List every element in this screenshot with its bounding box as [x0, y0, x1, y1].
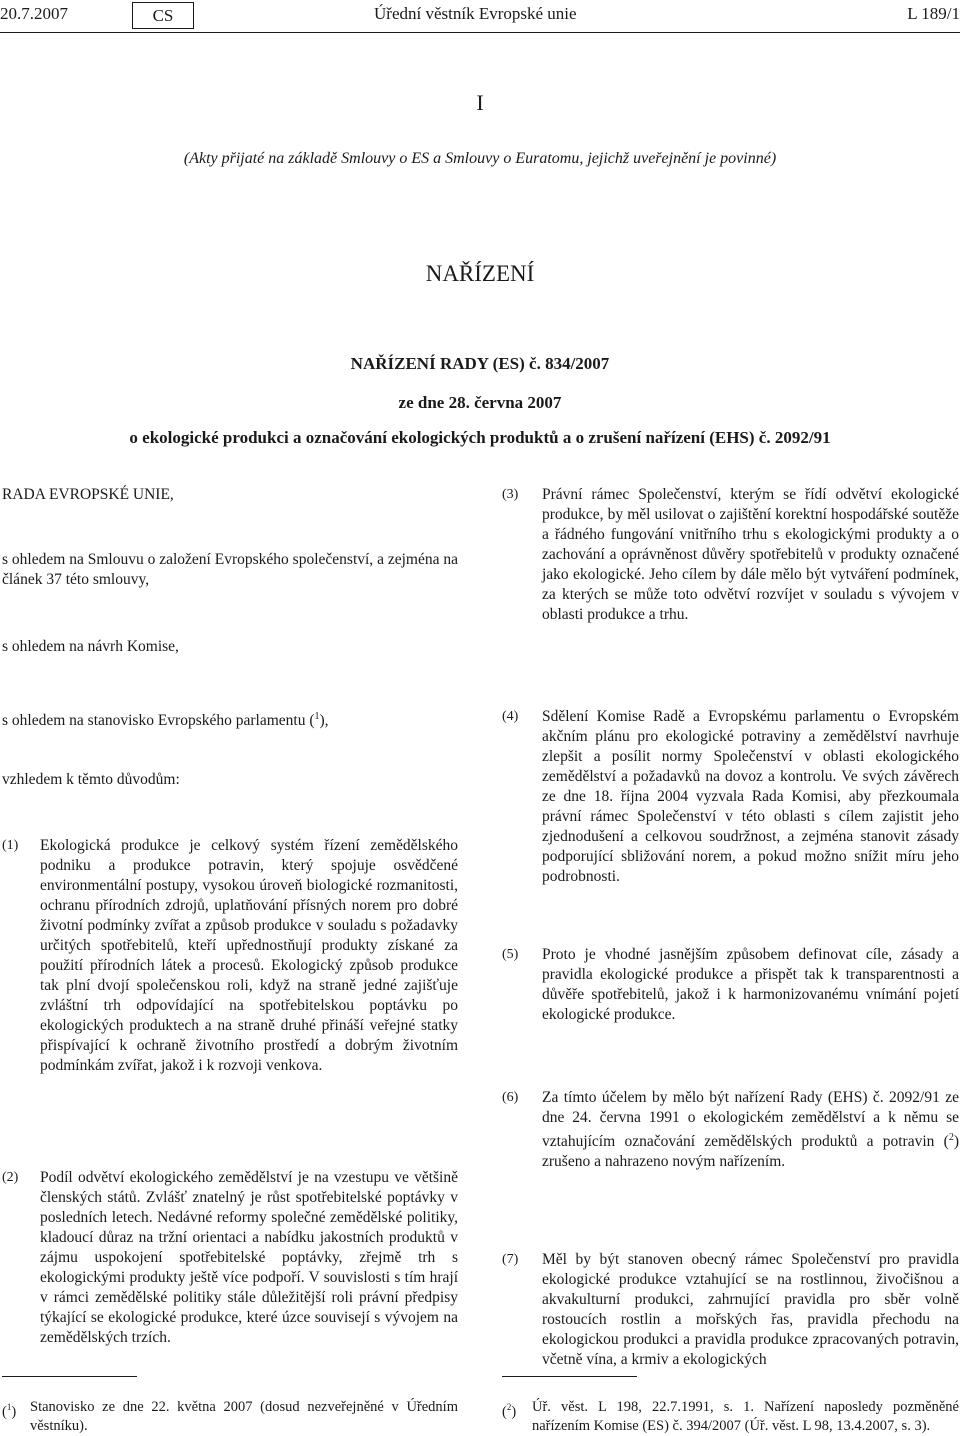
citation-opinion-end: ), — [319, 712, 329, 730]
council-heading: RADA EVROPSKÉ UNIE, — [2, 486, 174, 503]
recital-text: Měl by být stanoven obecný rámec Společenství pro pravidla ekologické produkce vztahující se na rostlinnou, živočišnou a akvakulturní produkci, zahrnující pravidla pro sběr volně rostoucích rostlin a mořských řas, pravidla přechodu na ekologickou produkci a pravidla produkce zpracovaných potravin, včetně vína, a krmiv a ekologických — [542, 1251, 959, 1368]
whereas-heading: vzhledem k těmto důvodům: — [2, 771, 180, 788]
part-number: I — [476, 90, 484, 115]
recital-text: Sdělení Komise Radě a Evropskému parlamentu o Evropském akčním plánu pro ekologické potraviny a zemědělství navrhuje zlepšit a posílit normy Společenství v oblasti ekologického zemědělství a požadavků na dovoz a kontrolu. Ve svých závěrech ze dne 18. října 2004 vyzvala Rada Komisi, aby přezkoumala právní rámec Společenství v této oblasti s cílem zajistit jeho zjednodušení a celkovou soudržnost, a zejména stanovit zásady podporující sbližování norem, a pokud možno snížit míru jeho podrobnosti. — [542, 708, 959, 885]
recital-text: Proto je vhodné jasnějším způsobem definovat cíle, zásady a pravidla ekologické produkce a přispět tak k transparentnosti a důvěře spotřebitelů, jakož i k harmonizovanému vnímání pojetí ekologické produkce. — [542, 946, 959, 1023]
publication-date: 20.7.2007 — [0, 4, 68, 23]
recital-number: (2) — [2, 1170, 19, 1185]
recital-number: (4) — [502, 709, 519, 724]
footnote-ref-1[interactable]: 1 — [314, 711, 320, 722]
footnote-number: ($^2$) — [502, 1402, 517, 1420]
regulation-date: ze dne 28. června 2007 — [398, 393, 562, 412]
footnote-rule — [502, 1376, 637, 1377]
document-type: NAŘÍZENÍ — [425, 261, 535, 286]
citation-opinion — [2, 707, 458, 731]
recital-text: Ekologická produkce je celkový systém řízení zemědělského podniku a produkce potravin, který spojuje osvědčené environmentální postupy, vysokou úroveň biologické rozmanitosti, ochranu přírodních zdrojů, uplatňování přísných norem pro dobré životní podmínky zvířat a způsob produkce v souladu s požadavky určitých spotřebitelů, kteří upřednostňují produkty získané za použití přírodních látek a procesů. Ekologický způsob produkce tak plní dvojí společenskou roli, když na straně jedné zajišťuje zvláštní trh odpovídající na spotřebitelskou poptávku po ekologických produktech a na straně druhé přináší veřejné statky přispívající k ochraně životního prostředí a dobrým životním podmínkám zvířat, jakož i k rozvoji venkova. — [40, 837, 458, 1074]
recital-number: (5) — [502, 947, 519, 962]
citation-proposal: s ohledem na návrh Komise, — [2, 638, 179, 655]
citation-treaty: s ohledem na Smlouvu o založení Evropského společenství, a zejména na článek 37 této smlouvy, — [2, 551, 458, 588]
regulation-subject: o ekologické produkci a označování ekologických produktů a o zrušení nařízení (EHS) č. 2092/91 — [129, 428, 831, 447]
journal-header — [0, 4, 960, 28]
footnote-number-value: 1 — [6, 1402, 12, 1412]
footnote-text: Stanovisko ze dne 22. května 2007 (dosud nezveřejněné v Úředním věstníku). — [30, 1399, 458, 1434]
recital-number: (7) — [502, 1252, 519, 1267]
recital-text-part: Za tímto účelem by mělo být nařízení Rady (EHS) č. 2092/91 ze dne 24. června 1991 o ekologickém zemědělství a k němu se vztahujícím označování zemědělských produktů a potravin ( — [542, 1089, 959, 1151]
recital-number: (6) — [502, 1090, 519, 1105]
footnote-text: Úř. věst. L 198, 22.7.1991, s. 1. Nařízení naposledy pozměněné nařízením Komise (ES) č. 394/2007 (Úř. věst. L 98, 13.4.2007, s. 3). — [532, 1399, 959, 1434]
header-rule — [0, 32, 960, 33]
footnote-rule — [2, 1376, 137, 1377]
footnote-ref-2[interactable]: 2 — [948, 1132, 954, 1143]
regulation-number: NAŘÍZENÍ RADY (ES) č. 834/2007 — [350, 354, 610, 373]
language-badge: CS — [132, 2, 194, 29]
recital-number: (3) — [502, 487, 519, 502]
recital-number: (1) — [2, 838, 19, 853]
citation-opinion-text: s ohledem na stanovisko Evropského parlamentu ( — [2, 712, 315, 730]
recital-text — [542, 1088, 959, 1172]
recital-text: Právní rámec Společenství, kterým se řídí odvětví ekologické produkce, by měl usilovat o zajištění korektní hospodářské soutěže a řádného fungování vnitřního trhu s ekologickými produkty a o zachování a oprávněnost důvěry spotřebitelů v produkty označené jako ekologické. Jeho cílem by dále mělo být vytváření podmínek, za kterých se může toto odvětví rozvíjet v souladu s vývojem v oblasti produkce a trhu. — [542, 486, 959, 623]
journal-title: Úřední věstník Evropské unie — [374, 4, 577, 23]
footnote-number: ($^1$) — [2, 1402, 17, 1420]
recital-text: Podíl odvětví ekologického zemědělství je na vzestupu ve většině členských států. Zvlášť znatelný je růst spotřebitelské poptávky v posledních letech. Nedávné reformy společné zemědělské politiky, kladoucí důraz na tržní orientaci a nabídku jakostních produktů v zájmu uspokojení spotřebitelské poptávky, zřejmě trh s ekologickými produkty ještě více podpoří. V souvislosti s tím hrají v rámci zemědělské politiky stále důležitější roli právní předpisy týkající se ekologické produkce, které úzce souvisejí s vývojem na zemědělských trzích. — [40, 1169, 458, 1346]
footnote-number-value: 2 — [506, 1402, 512, 1412]
issue-number: L 189/1 — [907, 4, 960, 23]
part-subtitle: (Akty přijaté na základě Smlouvy o ES a Smlouvy o Euratomu, jejichž uveřejnění je povinné) — [183, 150, 777, 167]
recital-text-part: ) zrušeno a nahrazeno novým nařízením. — [542, 1133, 959, 1171]
